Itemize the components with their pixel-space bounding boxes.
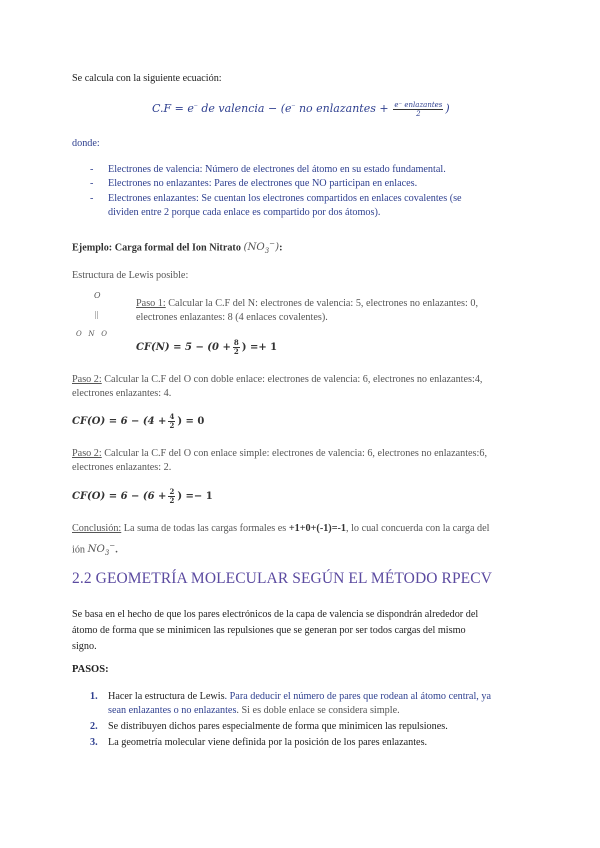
example-ion-formula: NO (247, 242, 265, 254)
formula-close: ) (445, 102, 450, 116)
step-2-text: Se distribuyen dichos pares especialmente de forma que minimicen las repulsiones. (108, 721, 448, 732)
section-heading: 2.2 GEOMETRÍA MOLECULAR SEGÚN EL MÉTODO RPECV (72, 570, 492, 587)
formula-term1: de valencia − (e (197, 102, 292, 116)
paso2b-eq-frac (168, 488, 175, 505)
lewis-bottom-atoms: O N O (76, 330, 107, 338)
conclusion-ion-sub: 3 (104, 549, 110, 558)
conclusion-sum: +1+0+(-1)=-1 (288, 523, 346, 534)
step-1-b: . Para deducir el número de pares que rodean al átomo central, ya (224, 691, 491, 702)
formula-sup2: − (291, 101, 296, 110)
step-1-c: sean enlazantes o no enlazantes (108, 705, 237, 716)
example-title-text: Ejemplo: Carga formal del Ion Nitrato (72, 242, 241, 254)
example-ion-sup: − (269, 240, 276, 248)
dash-2: - (90, 178, 94, 189)
conclusion-ion-sup: − (109, 542, 116, 550)
example-ion-sub: 3 (264, 247, 270, 256)
dash-3: - (90, 193, 94, 204)
formal-charge-formula (152, 101, 450, 118)
paso2a-eq-a: CF(O) = 6 − (4 + (72, 416, 167, 427)
paso2b-text1: Calcular la C.F del O con enlace simple: electrones de valencia: 6, electrones no enlazantes:6, (101, 448, 487, 459)
step-3-text: La geometría molecular viene definida por la posición de los pares enlazantes. (108, 737, 428, 748)
paso2a-equation (72, 413, 204, 430)
formula-frac-num: e⁻ enlazantes (394, 101, 443, 109)
conclusion-ion-formula: NO (87, 544, 105, 556)
step-2-number: 2. (90, 721, 98, 732)
section-body-line2: átomo de forma que se minimicen las repulsiones que se generan por ser todos cargas del mismo (72, 625, 466, 636)
paso2a-text1: Calcular la C.F del O con doble enlace: electrones de valencia: 6, electrones no enlazantes:4, (101, 374, 483, 385)
paso2b-eq-num: 2 (169, 487, 175, 496)
paso2b-equation (72, 488, 213, 505)
paso2a-eq-den: 2 (169, 421, 175, 430)
donde-label: donde: (72, 138, 100, 149)
conclusion-end: . (115, 544, 118, 556)
lewis-top-atom: O (94, 291, 101, 300)
conclusion-line1 (72, 522, 490, 536)
paso1-line2: electrones enlazantes: 8 (4 enlaces covalentes). (136, 312, 328, 323)
definition-valencia: Electrones de valencia: Número de electrones del átomo en su estado fundamental. (108, 164, 446, 175)
formula-lhs: C.F = e (152, 102, 194, 116)
paso2b-eq-b: ) =− 1 (177, 491, 213, 502)
paso1-text1: Calcular la C.F del N: electrones de valencia: 5, electrones no enlazantes: 0, (165, 298, 479, 309)
conclusion-ion (87, 542, 116, 558)
definition-enlazantes: Electrones enlazantes: Se cuentan los electrones compartidos en enlaces covalentes (se (108, 193, 462, 204)
conclusion-text3: ión (72, 544, 88, 556)
paso1-eq-num: 8 (233, 338, 239, 347)
intro-text: Se calcula con la siguiente ecuación: (72, 73, 222, 84)
paso1-label: Paso 1: (136, 298, 166, 309)
paso2b-label: Paso 2: (72, 448, 102, 459)
paso2b-eq-den: 2 (169, 496, 175, 505)
paso1-eq-a: CF(N) = 5 − (0 + (136, 342, 231, 353)
dash-1: - (90, 164, 94, 175)
pasos-title: PASOS: (72, 664, 109, 675)
paso2b-line1 (72, 447, 487, 461)
example-ion: $(NO_3^-)$ (243, 240, 280, 256)
paso1-eq-frac (233, 339, 240, 356)
step-3-number: 3. (90, 737, 98, 748)
definition-enlazantes-cont: dividen entre 2 porque cada enlace es compartido por dos átomos). (108, 207, 381, 218)
conclusion-text1: La suma de todas las cargas formales es (121, 523, 289, 534)
step-1-number: 1. (90, 691, 98, 702)
paso2a-eq-frac (168, 413, 175, 430)
paso2a-label: Paso 2: (72, 374, 102, 385)
step-1-line1 (108, 690, 491, 704)
paso2a-line1 (72, 373, 482, 387)
example-colon: : (279, 242, 283, 254)
example-title (72, 237, 282, 258)
section-body-line1: Se basa en el hecho de que los pares electrónicos de la capa de valencia se dispondrán alrededor del (72, 609, 479, 620)
paso2b-eq-a: CF(O) = 6 − (6 + (72, 491, 167, 502)
conclusion-line2 (72, 539, 118, 560)
step-1-a: Hacer la estructura de Lewis (108, 691, 225, 702)
paso2b-line2: electrones enlazantes: 2. (72, 462, 172, 473)
step-1-line2 (108, 704, 400, 718)
paso2a-eq-num: 4 (169, 412, 175, 421)
formula-term2: no enlazantes + (295, 102, 389, 116)
formula-fraction (393, 101, 443, 118)
definition-no-enlazantes: Electrones no enlazantes: Pares de electrones que NO participan en enlaces. (108, 178, 418, 189)
lewis-label: Estructura de Lewis posible: (72, 270, 189, 281)
section-body-line3: signo. (72, 641, 97, 652)
formula-sup1: − (193, 101, 198, 110)
paso1-line1 (136, 297, 478, 311)
paso1-eq-den: 2 (233, 347, 239, 356)
formula-frac-den: 2 (416, 110, 421, 118)
conclusion-label: Conclusión: (72, 523, 122, 534)
conclusion-text2: , lo cual concuerda con la carga del (346, 523, 490, 534)
paso1-equation (136, 339, 277, 356)
paso2a-eq-b: ) = 0 (177, 416, 205, 427)
paso1-eq-b: ) =+ 1 (241, 342, 278, 353)
paso2a-line2: electrones enlazantes: 4. (72, 388, 172, 399)
step-1-d: . Si es doble enlace se considera simple. (236, 705, 400, 716)
lewis-double-bond: || (95, 310, 99, 319)
